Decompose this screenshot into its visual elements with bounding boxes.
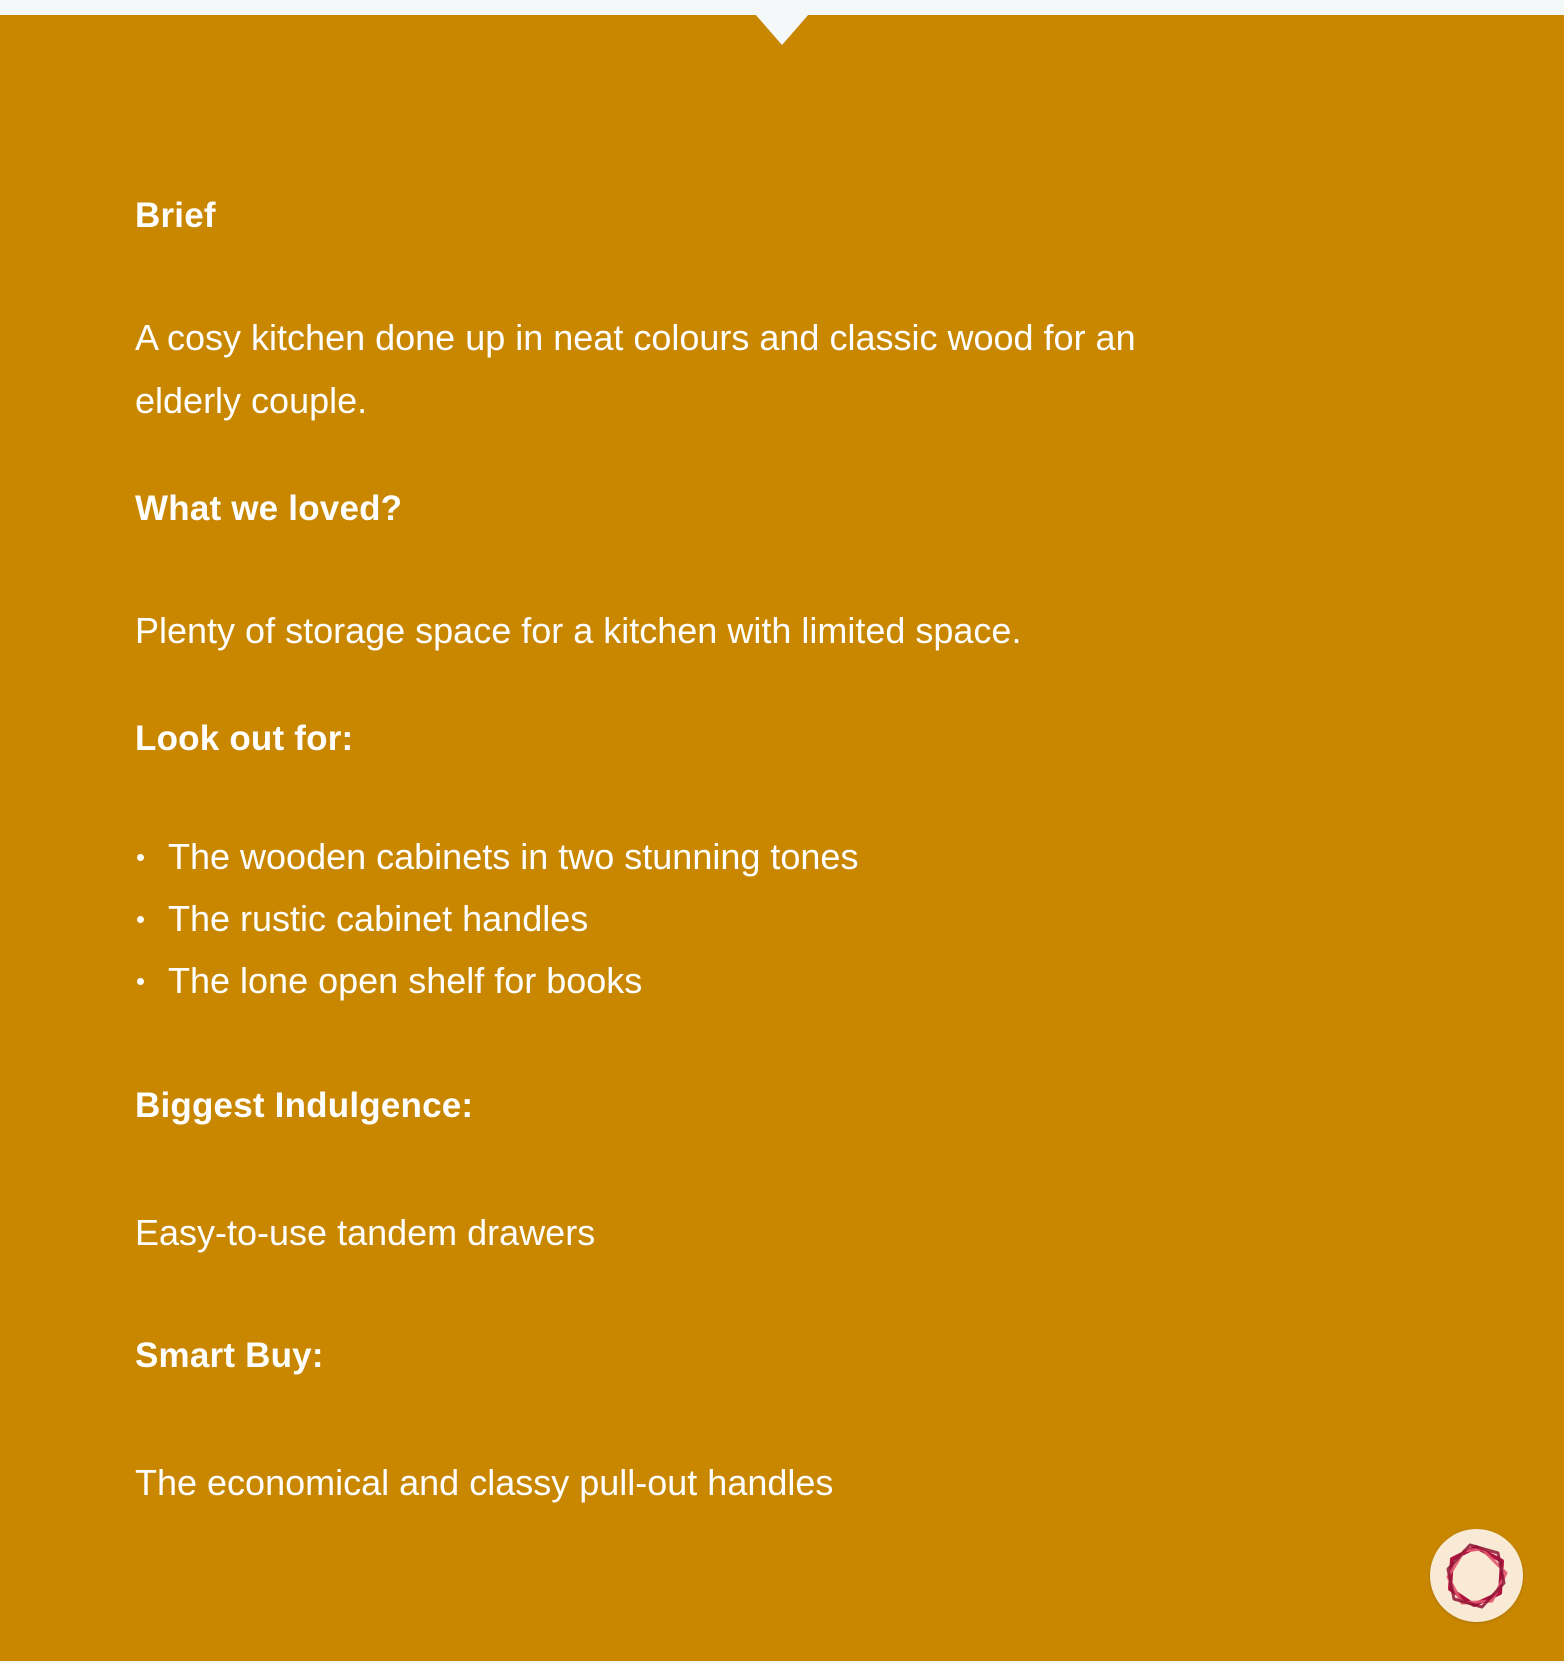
bullet-dot: [137, 978, 144, 985]
top-strip: [0, 0, 1564, 15]
loved-text: Plenty of storage space for a kitchen with limited space.: [135, 610, 1022, 651]
bullet-dot: [137, 916, 144, 923]
list-item: [135, 888, 858, 950]
indulgence-text: Easy-to-use tandem drawers: [135, 1212, 596, 1253]
smart-buy-text: The economical and classy pull-out handles: [135, 1462, 834, 1503]
section-pointer-notch: [755, 14, 809, 45]
look-out-heading: Look out for:: [135, 719, 354, 758]
list-item-text: The lone open shelf for books: [168, 960, 643, 1001]
smart-buy-heading: Smart Buy:: [135, 1336, 324, 1375]
list-item-text: The rustic cabinet handles: [168, 898, 589, 939]
list-item: [135, 950, 858, 1012]
look-out-list: [135, 826, 858, 1012]
brief-heading: Brief: [135, 196, 216, 235]
indulgence-heading: Biggest Indulgence:: [135, 1086, 474, 1125]
livspace-logo-icon[interactable]: [1430, 1529, 1523, 1622]
bullet-dot: [137, 854, 144, 861]
loved-heading: What we loved?: [135, 489, 403, 528]
logo-mark: [1430, 1529, 1523, 1622]
list-item-text: The wooden cabinets in two stunning tones: [168, 836, 859, 877]
list-item: [135, 826, 858, 888]
brief-text: A cosy kitchen done up in neat colours and classic wood for an elderly couple.: [135, 317, 1136, 421]
